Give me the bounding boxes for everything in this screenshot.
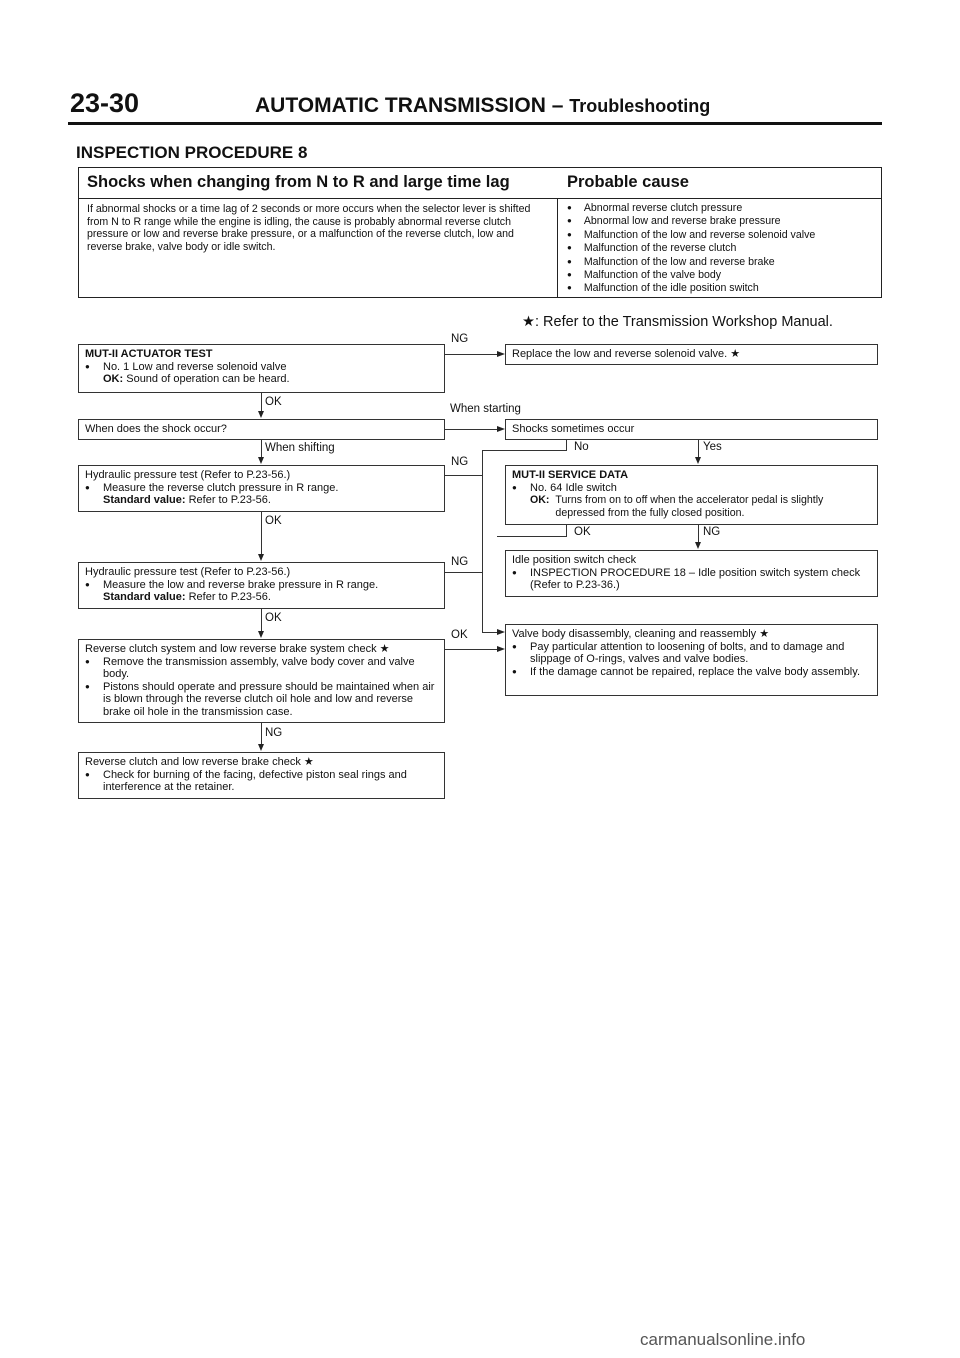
box-bullet-row [512, 482, 871, 495]
connector-line [261, 723, 262, 745]
subsection-title: Troubleshooting [569, 96, 711, 116]
shocks-sometimes-box [505, 419, 878, 440]
bullet-icon: ● [85, 482, 90, 492]
arrow-right-icon [497, 646, 505, 652]
connector-line [698, 525, 699, 543]
table-divider [79, 198, 881, 199]
box-title: Reverse clutch system and low reverse brake system check ★ [85, 643, 390, 655]
connector-line [445, 475, 482, 476]
reverse-brake-check-box [78, 752, 445, 799]
ok-label: OK: [530, 494, 550, 507]
bullet-icon: ● [512, 666, 517, 676]
connector-line [261, 440, 262, 458]
ok-label: OK [265, 612, 282, 624]
valve-body-box [505, 624, 878, 696]
ng-label: NG [451, 456, 469, 468]
box-bullet-row [85, 361, 438, 374]
box-bullet-row [512, 666, 871, 679]
cause-item: ● Malfunction of the low and reverse brake [567, 256, 815, 269]
connector-line [698, 440, 699, 458]
idle-check-box [505, 550, 878, 597]
box-title: MUT-II SERVICE DATA [512, 469, 629, 481]
cause-item: ● Abnormal reverse clutch pressure [567, 202, 815, 215]
box-text: INSPECTION PROCEDURE 18 – Idle position switch system check (Refer to P.23-36.) [530, 566, 861, 592]
cause-item: ● Malfunction of the valve body [567, 269, 815, 282]
actuator-test-box [78, 344, 445, 393]
box-bullet-row [512, 567, 871, 592]
ok-text: Sound of operation can be heard. [126, 373, 290, 386]
box-bullet-row [85, 482, 438, 495]
box-bullet-row [85, 579, 438, 592]
box-text: When does the shock occur? [85, 423, 227, 435]
symptom-heading: Shocks when changing from N to R and large time lag [87, 173, 510, 191]
title-dash: – [545, 94, 570, 117]
std-label: Standard value: [103, 591, 186, 604]
hydraulic-test-2-box [78, 562, 445, 609]
when-shock-box [78, 419, 445, 440]
box-text: If the damage cannot be repaired, replace the valve body assembly. [530, 665, 860, 678]
connector-line [566, 525, 567, 536]
connector-line [261, 609, 262, 632]
box-std-row [85, 591, 438, 604]
header-rule [68, 122, 882, 125]
connector-line [566, 440, 567, 451]
box-text: Remove the transmission assembly, valve body cover and valve body. [103, 655, 415, 681]
arrow-down-icon [258, 457, 264, 464]
arrow-right-icon [497, 351, 505, 357]
bullet-icon: ● [85, 769, 90, 779]
no-label: No [574, 441, 589, 453]
box-title: MUT-II ACTUATOR TEST [85, 348, 213, 360]
arrow-down-icon [258, 744, 264, 751]
reverse-system-check-box [78, 639, 445, 723]
box-text: Replace the low and reverse solenoid valve. ★ [512, 348, 741, 360]
box-bullet-row [85, 769, 438, 794]
cause-list [567, 202, 815, 296]
box-title: Hydraulic pressure test (Refer to P.23-56.) [85, 566, 291, 578]
ok-text: Turns from on to off when the accelerator pedal is slightly depressed from the fully closed position. [555, 494, 824, 519]
page-number: 23-30 [70, 88, 140, 118]
cause-item: ● Abnormal low and reverse brake pressure [567, 215, 815, 228]
cause-item: ● Malfunction of the low and reverse solenoid valve [567, 229, 815, 242]
yes-label: Yes [703, 441, 722, 453]
cause-item: ● Malfunction of the reverse clutch [567, 242, 815, 255]
ng-label: NG [265, 727, 283, 739]
std-text: Refer to P.23-56. [188, 494, 271, 507]
box-bullet-row [85, 681, 438, 719]
box-text: Measure the low and reverse brake pressure in R range. [103, 578, 379, 591]
arrow-down-icon [695, 542, 701, 549]
section-title: AUTOMATIC TRANSMISSION [255, 94, 546, 117]
ng-label: NG [451, 333, 469, 345]
bullet-icon: ● [85, 656, 90, 666]
arrow-down-icon [258, 411, 264, 418]
box-bullet-row [512, 641, 871, 666]
box-text: Check for burning of the facing, defective piston seal rings and interference at the retainer. [103, 768, 407, 794]
connector-line [445, 354, 499, 355]
connector-line [482, 450, 566, 451]
std-text: Refer to P.23-56. [188, 591, 271, 604]
arrow-right-icon [497, 426, 505, 432]
box-title: Reverse clutch and low reverse brake check ★ [85, 756, 314, 768]
watermark: carmanualsonline.info [640, 1330, 806, 1349]
page-title [255, 94, 710, 118]
bullet-icon: ● [512, 482, 517, 492]
std-label: Standard value: [103, 494, 186, 507]
arrow-down-icon [258, 554, 264, 561]
ok-label: OK: [103, 373, 124, 386]
cause-item: ● Malfunction of the idle position switch [567, 282, 815, 295]
table-column-divider [557, 198, 558, 297]
arrow-down-icon [695, 457, 701, 464]
connector-line [261, 393, 262, 412]
box-text: No. 1 Low and reverse solenoid valve [103, 360, 287, 373]
procedure-title: INSPECTION PROCEDURE 8 [76, 143, 308, 162]
box-text: Pay particular attention to loosening of bolts, and to damage and slippage of O-rings, valves and valve bodies. [530, 640, 845, 666]
legend-note: ★: Refer to the Transmission Workshop Manual. [522, 314, 833, 330]
arrow-down-icon [258, 631, 264, 638]
cause-heading: Probable cause [567, 173, 689, 191]
box-std-row [85, 494, 438, 507]
box-ok-row [85, 373, 438, 386]
box-text: Measure the reverse clutch pressure in R range. [103, 481, 339, 494]
box-ok-row [512, 494, 871, 519]
connector-line [497, 536, 567, 537]
bullet-icon: ● [85, 681, 90, 691]
box-title: Idle position switch check [512, 554, 637, 566]
bullet-icon: ● [85, 361, 90, 371]
symptom-table [78, 167, 882, 298]
box-title: Valve body disassembly, cleaning and reassembly ★ [512, 628, 770, 640]
box-text: Shocks sometimes occur [512, 423, 635, 435]
connector-line [445, 429, 499, 430]
ng-label: NG [703, 526, 721, 538]
when-starting-label: When starting [450, 403, 521, 415]
arrow-right-icon [497, 629, 505, 635]
when-shifting-label: When shifting [265, 442, 335, 454]
connector-line [261, 512, 262, 555]
ok-label: OK [265, 396, 282, 408]
replace-solenoid-box [505, 344, 878, 365]
bullet-icon: ● [512, 567, 517, 577]
box-text: No. 64 Idle switch [530, 481, 617, 494]
service-data-box [505, 465, 878, 525]
hydraulic-test-1-box [78, 465, 445, 512]
box-bullet-row [85, 656, 438, 681]
box-text: Pistons should operate and pressure should be maintained when air is blown through the reverse clutch oil hole and low and reverse brake oil hole in the transmission case. [103, 680, 435, 718]
connector-line [445, 572, 482, 573]
ok-label: OK [451, 629, 468, 641]
connector-line [445, 649, 499, 650]
bullet-icon: ● [512, 641, 517, 651]
ok-label: OK [574, 526, 591, 538]
symptom-description: If abnormal shocks or a time lag of 2 seconds or more occurs when the selector lever is shifted from N to R range while the engine is idling, the cause is probably abnormal reverse clutch pressure or low and reverse brake pressure, or a malfunction of the reverse clutch, low and reverse brake, valve body or idle switch. [87, 203, 531, 253]
connector-bus [482, 450, 483, 632]
bullet-icon: ● [85, 579, 90, 589]
box-title: Hydraulic pressure test (Refer to P.23-56.) [85, 469, 291, 481]
ng-label: NG [451, 556, 469, 568]
ok-label: OK [265, 515, 282, 527]
